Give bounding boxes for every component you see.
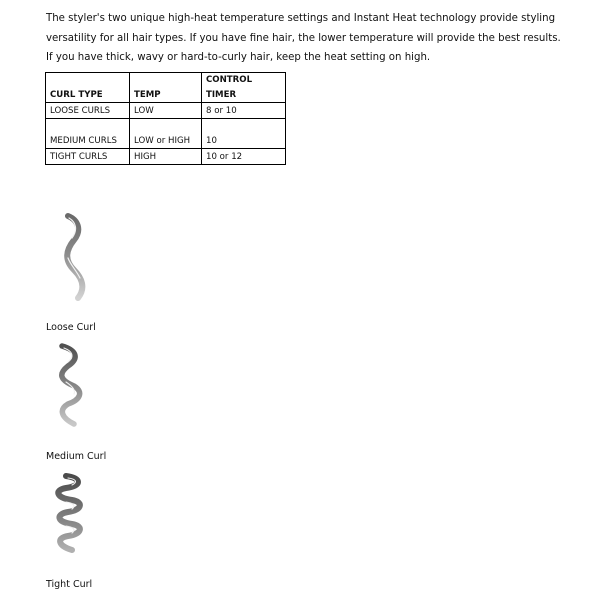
cell-temp: HIGH bbox=[130, 149, 202, 165]
table-row bbox=[46, 149, 286, 165]
cell-curl-type: MEDIUM CURLS bbox=[46, 119, 130, 149]
table-row bbox=[46, 103, 286, 119]
header-control-timer: CONTROL TIMER bbox=[202, 73, 286, 103]
loose-curl-label: Loose Curl bbox=[46, 322, 96, 333]
header-temp: TEMP bbox=[130, 73, 202, 103]
medium-curl-label: Medium Curl bbox=[46, 451, 107, 462]
cell-curl-type: TIGHT CURLS bbox=[46, 149, 130, 165]
cell-timer: 10 or 12 bbox=[202, 149, 286, 165]
cell-timer: 10 bbox=[202, 119, 286, 149]
tight-curl-label: Tight Curl bbox=[46, 579, 93, 590]
table-header-row bbox=[46, 73, 286, 103]
intro-paragraph: The styler's two unique high-heat temperature settings and Instant Heat technology provide styling versatility for all hair types. If you have fine hair, the lower temperature will provide the best results. If you have thick, wavy or hard-to-curly hair, keep the heat setting on high. bbox=[46, 13, 561, 63]
cell-temp: LOW bbox=[130, 103, 202, 119]
medium-curl-image bbox=[46, 342, 106, 432]
curl-settings-table bbox=[45, 72, 286, 165]
loose-curl-image bbox=[46, 208, 106, 308]
table-row bbox=[46, 119, 286, 149]
cell-timer: 8 or 10 bbox=[202, 103, 286, 119]
cell-temp: LOW or HIGH bbox=[130, 119, 202, 149]
cell-curl-type: LOOSE CURLS bbox=[46, 103, 130, 119]
tight-curl-image bbox=[46, 470, 106, 560]
header-curl-type: CURL TYPE bbox=[46, 73, 130, 103]
